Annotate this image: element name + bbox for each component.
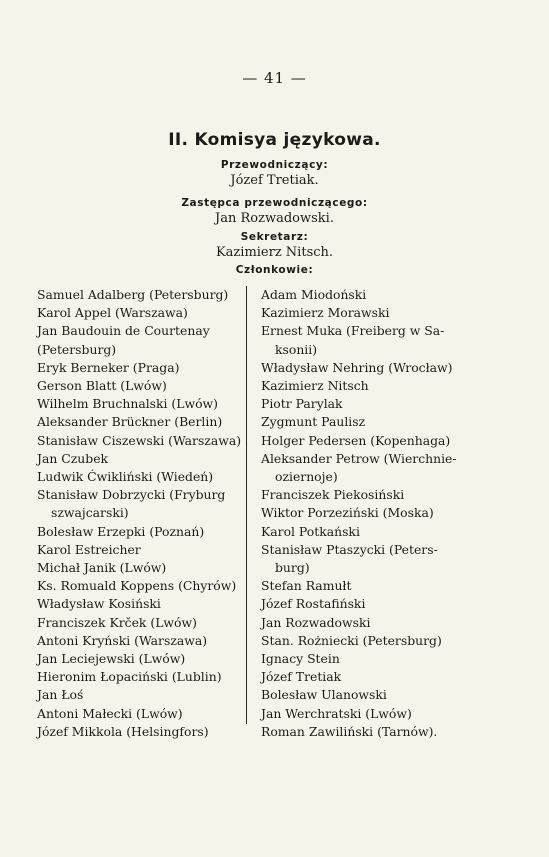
- member-line-continued: oziernoje): [275, 469, 338, 485]
- member-line: Wilhelm Bruchnalski (Lwów): [37, 396, 219, 412]
- secretary-block: [0, 230, 549, 261]
- members-label: Członkowie:: [235, 264, 314, 276]
- member-line: Jan Baudouin de Courtenay: [37, 323, 210, 339]
- member-line: Jan Rozwadowski: [261, 614, 371, 630]
- member-line: Aleksander Petrow (Wierchnie-: [261, 450, 457, 466]
- member-line: Jan Czubek: [37, 450, 109, 466]
- members-right-column: [261, 286, 456, 741]
- member-line: Jan Łoś: [37, 687, 84, 703]
- member-line: Samuel Adalberg (Petersburg): [37, 287, 229, 302]
- member-line-continued: burg): [275, 560, 310, 576]
- member-line: Ernest Muka (Freiberg w Sa-: [261, 323, 445, 339]
- member-line-continued: ksonii): [275, 341, 318, 357]
- chairman-block: [0, 158, 549, 189]
- member-line: Stanisław Ptaszycki (Peters-: [261, 541, 438, 557]
- member-line: Jan Werchratski (Lwów): [261, 705, 412, 721]
- member-line: Ks. Romuald Koppens (Chyrów): [37, 578, 237, 594]
- member-line: Hieronim Łopaciński (Lublin): [37, 669, 222, 685]
- section-title: II. Komisya językowa.: [168, 130, 381, 150]
- vice-chairman-block: [0, 196, 549, 227]
- member-line: Józef Tretiak: [261, 669, 342, 685]
- member-line: Wiktor Porzeziński (Moska): [261, 505, 434, 521]
- vice-chairman-label: Zastępca przewodniczącego:: [181, 197, 368, 209]
- page-number: — 41 —: [242, 69, 307, 87]
- member-line: Stanisław Ciszewski (Warszawa): [37, 432, 242, 448]
- member-line-continued: (Petersburg): [37, 341, 117, 357]
- member-line: Gerson Blatt (Lwów): [37, 378, 167, 394]
- members-left-column: [37, 286, 242, 741]
- member-line: Holger Pedersen (Kopenhaga): [261, 432, 451, 448]
- member-line: Zygmunt Paulisz: [261, 414, 366, 430]
- member-line: Karol Potkański: [261, 523, 360, 539]
- member-line: Józef Rostafiński: [261, 596, 366, 612]
- member-line: Antoni Kryński (Warszawa): [37, 632, 208, 648]
- member-line: Józef Mikkola (Helsingfors): [37, 723, 209, 739]
- member-line: Jan Leciejewski (Lwów): [37, 651, 186, 667]
- member-line: Stanisław Dobrzycki (Fryburg: [37, 487, 226, 503]
- member-line: Antoni Małecki (Lwów): [37, 705, 183, 721]
- member-line: Bolesław Ulanowski: [261, 687, 387, 703]
- member-line: Kazimierz Nitsch: [261, 378, 369, 394]
- member-line: Władysław Nehring (Wrocław): [261, 359, 453, 375]
- member-line: Bolesław Erzepki (Poznań): [37, 523, 205, 539]
- member-line: Stefan Ramułt: [261, 578, 352, 594]
- secretary-name: Kazimierz Nitsch.: [215, 245, 334, 260]
- member-line: Władysław Kosiński: [37, 596, 161, 612]
- member-line: Eryk Berneker (Praga): [37, 359, 180, 375]
- member-line: Roman Zawiliński (Tarnów).: [261, 723, 438, 739]
- chairman-label: Przewodniczący:: [220, 159, 329, 171]
- column-divider: [246, 286, 247, 724]
- member-line: Michał Janik (Lwów): [37, 560, 167, 576]
- member-line: Ignacy Stein: [261, 651, 340, 667]
- member-line: Stan. Rożniecki (Petersburg): [261, 632, 442, 648]
- secretary-label: Sekretarz:: [240, 231, 309, 243]
- member-line: Kazimierz Morawski: [261, 305, 390, 321]
- member-line: Karol Estreicher: [37, 541, 141, 557]
- member-line-continued: szwajcarski): [51, 505, 129, 521]
- member-line: Piotr Parylak: [261, 396, 343, 412]
- member-line: Franciszek Piekosiński: [261, 487, 405, 503]
- chairman-name: Józef Tretiak.: [230, 173, 319, 188]
- member-line: Franciszek Krček (Lwów): [37, 614, 197, 630]
- member-line: Adam Miodoński: [261, 287, 367, 302]
- member-line: Aleksander Brückner (Berlin): [37, 414, 223, 430]
- member-line: Ludwik Ćwikliński (Wiedeń): [37, 469, 214, 485]
- member-line: Karol Appel (Warszawa): [37, 305, 188, 321]
- vice-chairman-name: Jan Rozwadowski.: [215, 211, 334, 226]
